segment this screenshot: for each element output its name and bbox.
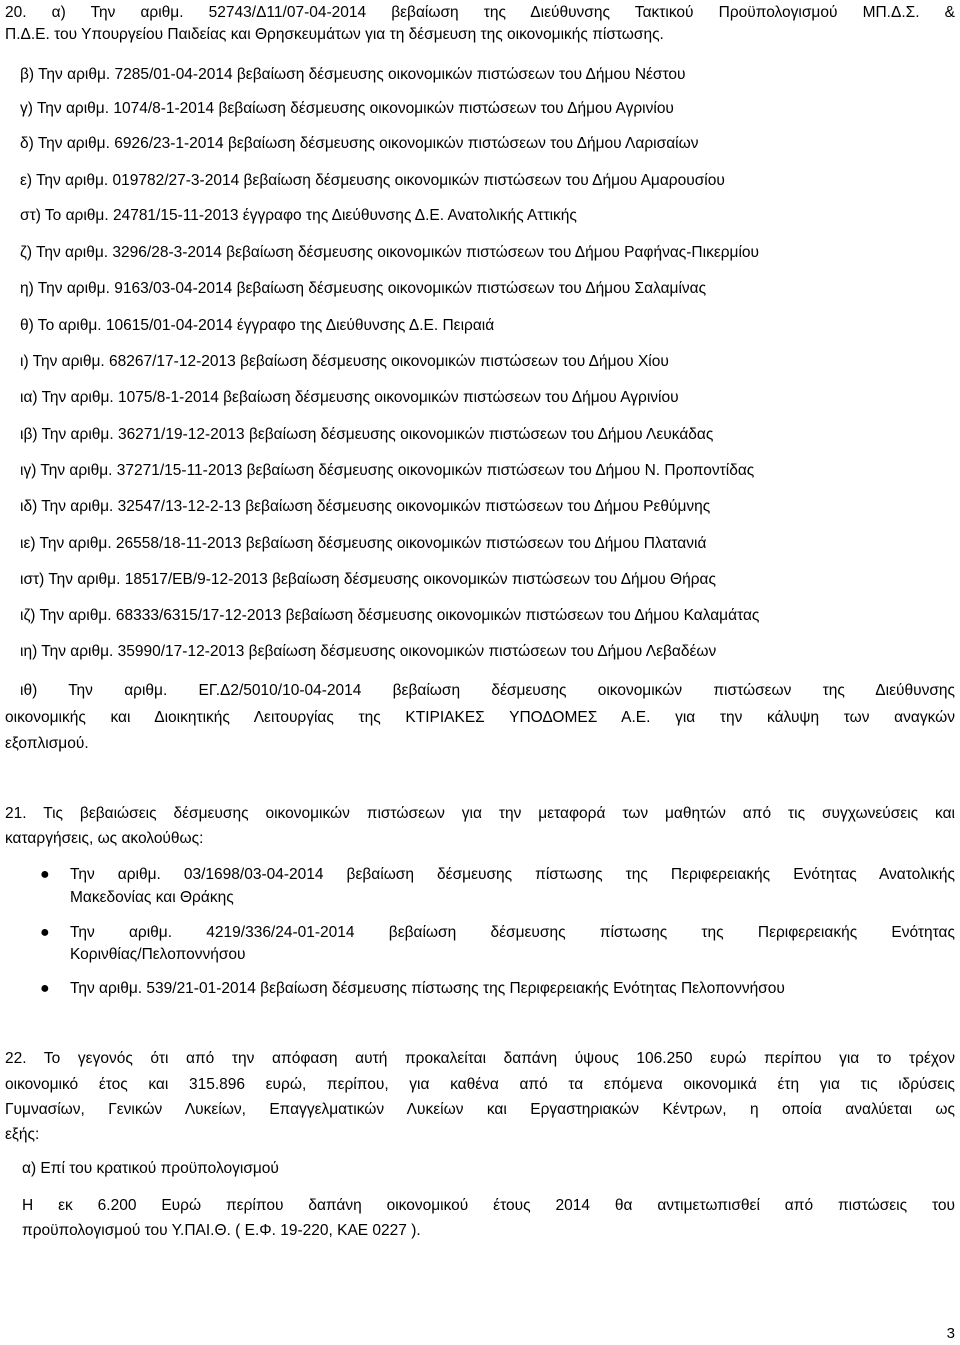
- bullet-icon: ●: [40, 924, 50, 941]
- bullet-icon: ●: [40, 980, 50, 997]
- item20-ith-line1: ιθ) Την αριθμ. ΕΓ.Δ2/5010/10-04-2014 βεβαίωση δέσμευσης οικονομικών πιστώσεων της Διεύθυνσης: [20, 682, 955, 699]
- item20-b: β) Την αριθμ. 7285/01-04-2014 βεβαίωση δέσμευσης οικονομικών πιστώσεων του Δήμου Νέστου: [20, 66, 686, 83]
- item22-sub-a: α) Επί του κρατικού προϋπολογισμού: [22, 1160, 279, 1177]
- item22-line2: οικονομικό έτος και 315.896 ευρώ, περίπου, για καθένα από τα επόμενα οικονομικά έτη για τις ιδρύσεις: [5, 1076, 955, 1093]
- item20-z: ζ) Την αριθμ. 3296/28-3-2014 βεβαίωση δέσμευσης οικονομικών πιστώσεων του Δήμου Ραφήνας-Πικερμίου: [20, 244, 760, 261]
- item20-i: ι) Την αριθμ. 68267/17-12-2013 βεβαίωση δέσμευσης οικονομικών πιστώσεων του Δήμου Χίου: [20, 353, 669, 370]
- item20-d: δ) Την αριθμ. 6926/23-1-2014 βεβαίωση δέσμευσης οικονομικών πιστώσεων του Δήμου Λαρισαίων: [20, 135, 699, 152]
- page-number: 3: [946, 1325, 955, 1342]
- item22-line4: εξής:: [5, 1126, 40, 1143]
- item22-line3: Γυμνασίων, Γενικών Λυκείων, Επαγγελματικών Λυκείων και Εργαστηριακών Κέντρων, η οποία αναλύεται ως: [5, 1101, 955, 1118]
- item20-ih: ιη) Την αριθμ. 35990/17-12-2013 βεβαίωση δέσμευσης οικονομικών πιστώσεων του Δήμου Λεβαδέων: [20, 643, 717, 660]
- item20-h: η) Την αριθμ. 9163/03-04-2014 βεβαίωση δέσμευσης οικονομικών πιστώσεων του Δήμου Σαλαμίνας: [20, 280, 707, 297]
- item20-ig: ιγ) Την αριθμ. 37271/15-11-2013 βεβαίωση δέσμευσης οικονομικών πιστώσεων του Δήμου Ν. Προποντίδας: [20, 462, 755, 479]
- bullet-icon: ●: [40, 866, 50, 883]
- item20-ith-line2: οικονομικής και Διοικητικής Λειτουργίας της ΚΤΙΡΙΑΚΕΣ ΥΠΟΔΟΜΕΣ Α.Ε. για την κάλυψη των αναγκών: [5, 709, 955, 726]
- item20-id: ιδ) Την αριθμ. 32547/13-12-2-13 βεβαίωση δέσμευσης οικονομικών πιστώσεων του Δήμου Ρεθύμνης: [20, 498, 711, 515]
- item22-line1: 22. Το γεγονός ότι από την απόφαση αυτή προκαλείται δαπάνη ύψους 106.250 ευρώ περίπου για το τρέχον: [5, 1050, 955, 1067]
- item20-ith-line3: εξοπλισμού.: [5, 735, 89, 752]
- item20-st: στ) Το αριθμ. 24781/15-11-2013 έγγραφο της Διεύθυνσης Δ.Ε. Ανατολικής Αττικής: [20, 207, 577, 224]
- item21-bullet3-line1: Την αριθμ. 539/21-01-2014 βεβαίωση δέσμευσης πίστωσης της Περιφερειακής Ενότητας Πελοποννήσου: [70, 980, 785, 997]
- item20-line1: 20. α) Την αριθμ. 52743/Δ11/07-04-2014 βεβαίωση της Διεύθυνσης Τακτικού Προϋπολογισμού ΜΠ.Δ.Σ. &: [5, 4, 955, 21]
- item21-line2: καταργήσεις, ως ακολούθως:: [5, 830, 204, 847]
- item20-ie: ιε) Την αριθμ. 26558/18-11-2013 βεβαίωση δέσμευσης οικονομικών πιστώσεων του Δήμου Πλατανιά: [20, 535, 707, 552]
- item21-bullet2-line1: Την αριθμ. 4219/336/24-01-2014 βεβαίωση δέσμευσης πίστωσης της Περιφερειακής Ενότητας: [70, 924, 955, 941]
- item20-ist: ιστ) Την αριθμ. 18517/ΕΒ/9-12-2013 βεβαίωση δέσμευσης οικονομικών πιστώσεων του Δήμου Θήρας: [20, 571, 716, 588]
- item20-line2: Π.Δ.Ε. του Υπουργείου Παιδείας και Θρησκευμάτων για τη δέσμευση της οικονομικής πίστωσης.: [5, 26, 664, 43]
- item20-e: ε) Την αριθμ. 019782/27-3-2014 βεβαίωση δέσμευσης οικονομικών πιστώσεων του Δήμου Αμαρουσίου: [20, 172, 725, 189]
- item21-bullet2-line2: Κορινθίας/Πελοποννήσου: [70, 946, 246, 963]
- item22-para-line2: προϋπολογισμού του Υ.ΠΑΙ.Θ. ( Ε.Φ. 19-220, ΚΑΕ 0227 ).: [22, 1222, 421, 1239]
- item21-bullet1-line2: Μακεδονίας και Θράκης: [70, 889, 234, 906]
- item21-bullet1-line1: Την αριθμ. 03/1698/03-04-2014 βεβαίωση δέσμευσης πίστωσης της Περιφερειακής Ενότητας Ανατολικής: [70, 866, 955, 883]
- item20-ia: ια) Την αριθμ. 1075/8-1-2014 βεβαίωση δέσμευσης οικονομικών πιστώσεων του Δήμου Αγρινίου: [20, 389, 679, 406]
- item21-line1: 21. Τις βεβαιώσεις δέσμευσης οικονομικών πιστώσεων για την μεταφορά των μαθητών από τις συγχωνεύσεις και: [5, 805, 955, 822]
- item20-ib: ιβ) Την αριθμ. 36271/19-12-2013 βεβαίωση δέσμευσης οικονομικών πιστώσεων του Δήμου Λευκάδας: [20, 426, 714, 443]
- item22-para-line1: Η εκ 6.200 Ευρώ περίπου δαπάνη οικονομικού έτους 2014 θα αντιμετωπισθεί από πιστώσεις του: [22, 1197, 955, 1214]
- item20-iz: ιζ) Την αριθμ. 68333/6315/17-12-2013 βεβαίωση δέσμευσης οικονομικών πιστώσεων του Δήμου Καλαμάτας: [20, 607, 760, 624]
- item20-th: θ) Το αριθμ. 10615/01-04-2014 έγγραφο της Διεύθυνσης Δ.Ε. Πειραιά: [20, 317, 495, 334]
- item20-c: γ) Την αριθμ. 1074/8-1-2014 βεβαίωση δέσμευσης οικονομικών πιστώσεων του Δήμου Αγρινίου: [20, 100, 674, 117]
